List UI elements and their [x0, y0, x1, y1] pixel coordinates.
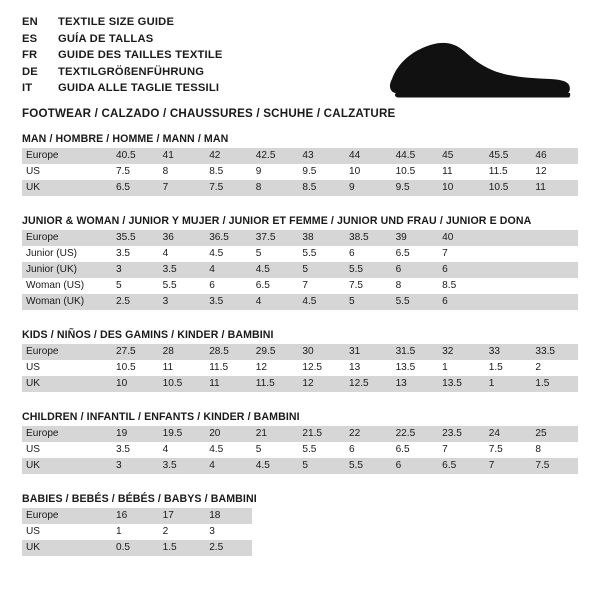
size-cell-empty: [438, 508, 485, 524]
row-label: US: [26, 444, 41, 455]
size-cell: 1: [485, 376, 532, 392]
document-header: [22, 16, 578, 120]
size-cell: 2: [535, 362, 541, 373]
size-cell: 29.5: [252, 344, 299, 360]
size-cell: 3: [112, 262, 159, 278]
size-cell: 13.5: [395, 362, 416, 373]
size-cell: 8: [395, 280, 402, 291]
size-cell: 5: [298, 262, 345, 278]
size-cell: 21.5: [298, 426, 345, 442]
size-cell: 39: [392, 230, 439, 246]
size-cell: 8: [535, 444, 541, 455]
row-label: Europe: [22, 426, 112, 442]
size-cell-empty: [485, 524, 532, 540]
size-cell: 19.5: [159, 426, 206, 442]
language-row: [22, 49, 223, 66]
size-cell: 6: [438, 294, 485, 310]
size-cell-empty: [298, 524, 345, 540]
row-label: Europe: [22, 230, 112, 246]
size-cell-empty: [345, 524, 392, 540]
table-row: [22, 458, 578, 474]
size-cell: 9: [255, 166, 262, 177]
table-row: [22, 294, 578, 310]
size-cell: 8: [162, 166, 169, 177]
size-cell: 9.5: [392, 180, 439, 196]
row-label: Woman (UK): [22, 294, 112, 310]
size-cell: 7.5: [488, 444, 503, 455]
size-cell: 17: [159, 508, 206, 524]
size-cell-empty: [252, 540, 299, 556]
size-cell: 2: [162, 526, 169, 537]
table-row: [22, 360, 578, 376]
size-cell: 10: [348, 166, 361, 177]
size-cell-empty: [531, 524, 578, 540]
size-cell: 33.5: [531, 344, 578, 360]
size-cell: 13.5: [438, 376, 485, 392]
row-label: US: [26, 526, 41, 537]
language-code: IT: [22, 82, 33, 94]
size-cell: 1.5: [488, 362, 503, 373]
size-cell: [485, 262, 532, 278]
size-cell: 11: [531, 180, 578, 196]
size-cell: [531, 230, 578, 246]
language-code: FR: [22, 49, 38, 61]
size-cell: 30: [298, 344, 345, 360]
size-table-man: [22, 148, 578, 196]
size-cell-empty: [438, 524, 485, 540]
language-title: TEXTILGRÖßENFÜHRUNG: [58, 65, 205, 78]
size-cell: 7: [485, 458, 532, 474]
size-cell: 2.5: [205, 540, 252, 556]
block-title: JUNIOR & WOMAN / JUNIOR Y MUJER / JUNIOR ET FEMME / JUNIOR UND FRAU / JUNIOR E DONA: [22, 215, 532, 227]
size-cell: 4.5: [252, 262, 299, 278]
size-cell: 4.5: [209, 248, 224, 259]
size-cell: [531, 278, 578, 294]
size-block-children: [22, 411, 578, 474]
size-cell: 27.5: [112, 344, 159, 360]
size-cell: 22: [345, 426, 392, 442]
row-label: UK: [22, 458, 112, 474]
size-cell-empty: [345, 540, 392, 556]
size-cell: 42.5: [252, 148, 299, 164]
size-cell: 33: [485, 344, 532, 360]
size-cell: 5: [116, 280, 122, 291]
size-cell: 7: [302, 280, 308, 291]
size-cell: 31.5: [392, 344, 439, 360]
size-cell: 5: [298, 458, 345, 474]
size-cell: 44: [345, 148, 392, 164]
size-cell: 10.5: [116, 362, 136, 373]
size-cell: 24: [485, 426, 532, 442]
size-cell: 42: [205, 148, 252, 164]
table-row: [22, 262, 578, 278]
language-row: [22, 16, 223, 33]
size-cell: 8.5: [298, 180, 345, 196]
size-cell: 9.5: [302, 166, 317, 177]
size-cell: 4: [205, 458, 252, 474]
size-table-babies: [22, 508, 578, 556]
row-label: US: [26, 362, 41, 373]
size-cell: 4: [162, 248, 169, 259]
row-label: Europe: [22, 344, 112, 360]
size-cell: 10.5: [395, 166, 416, 177]
size-cell: 31: [345, 344, 392, 360]
table-row: [22, 540, 578, 556]
block-title: BABIES / BEBÉS / BÉBÉS / BABYS / BAMBINI: [22, 493, 257, 505]
size-cell: 36.5: [205, 230, 252, 246]
size-cell: 11: [162, 362, 174, 373]
size-cell: 11: [442, 166, 453, 177]
size-cell: 7.5: [205, 180, 252, 196]
size-cell: 16: [112, 508, 159, 524]
size-cell: 18: [205, 508, 252, 524]
size-cell: 32: [438, 344, 485, 360]
size-cell: 13: [348, 362, 361, 373]
size-cell: 3.5: [159, 458, 206, 474]
size-cell: 38: [298, 230, 345, 246]
size-cell: 6: [348, 444, 355, 455]
size-table-children: [22, 426, 578, 474]
size-cell: 28.5: [205, 344, 252, 360]
size-cell: 6: [348, 248, 355, 259]
size-cell: 36: [159, 230, 206, 246]
row-label: Europe: [22, 508, 112, 524]
size-cell: 10: [112, 376, 159, 392]
language-row: [22, 33, 223, 50]
size-cell: 7: [442, 248, 448, 259]
language-title: GUIDE DES TAILLES TEXTILE: [58, 49, 223, 61]
table-row: [22, 180, 578, 196]
size-cell: 11.5: [252, 376, 299, 392]
size-cell: 4.5: [209, 444, 224, 455]
size-cell: 5.5: [345, 458, 392, 474]
size-cell: 41: [159, 148, 206, 164]
size-cell: 23.5: [438, 426, 485, 442]
size-cell: 45.5: [485, 148, 532, 164]
size-cell: 12: [535, 166, 547, 177]
table-row: [22, 508, 578, 524]
size-cell: 2.5: [112, 294, 159, 310]
size-cell: 4.5: [298, 294, 345, 310]
size-cell: 46: [531, 148, 578, 164]
size-cell-empty: [531, 508, 578, 524]
size-cell: 5: [255, 444, 262, 455]
size-cell: 3.5: [116, 444, 131, 455]
language-code: ES: [22, 32, 38, 45]
table-row: [22, 442, 578, 458]
size-cell: 12: [255, 362, 268, 373]
size-cell: 21: [252, 426, 299, 442]
language-title: GUÍA DE TALLAS: [58, 32, 154, 45]
table-row: [22, 148, 578, 164]
row-label: UK: [22, 540, 112, 556]
row-label: Europe: [22, 148, 112, 164]
size-cell: 40.5: [112, 148, 159, 164]
table-row: [22, 426, 578, 442]
size-cell-empty: [392, 540, 439, 556]
size-cell: 43: [298, 148, 345, 164]
size-cell: 7.5: [348, 280, 364, 291]
size-cell: 7: [442, 444, 448, 455]
dress-shoe-icon: [384, 32, 574, 104]
size-cell: 3: [209, 526, 215, 537]
size-cell: 6.5: [112, 180, 159, 196]
size-cell: 4: [205, 262, 252, 278]
size-block-man: [22, 133, 578, 196]
size-cell-empty: [485, 508, 532, 524]
language-code: EN: [22, 16, 38, 28]
size-cell: 5: [255, 248, 262, 259]
size-cell: 4.5: [252, 458, 299, 474]
size-cell: 11.5: [488, 166, 508, 177]
size-cell: 5: [345, 294, 392, 310]
language-title-body: [22, 16, 223, 99]
size-cell: 8: [252, 180, 299, 196]
block-title: CHILDREN / INFANTIL / ENFANTS / KINDER / BAMBINI: [22, 411, 300, 423]
size-cell-empty: [252, 524, 299, 540]
size-cell: 6: [392, 262, 439, 278]
row-label: US: [26, 166, 41, 177]
size-cell: 28: [159, 344, 206, 360]
size-cell-empty: [438, 540, 485, 556]
size-cell: 37.5: [252, 230, 299, 246]
block-title: KIDS / NIÑOS / DES GAMINS / KINDER / BAMBINI: [22, 329, 274, 341]
table-row: [22, 246, 578, 262]
row-label: Woman (US): [26, 280, 85, 291]
size-block-babies: [22, 493, 578, 556]
language-row: [22, 66, 223, 83]
size-cell: 44.5: [392, 148, 439, 164]
language-title: GUIDA ALLE TAGLIE TESSILI: [58, 82, 220, 94]
size-cell: 3.5: [159, 262, 206, 278]
size-cell: 6: [438, 262, 485, 278]
size-cell-empty: [392, 524, 439, 540]
row-label: Junior (US): [26, 248, 78, 259]
size-cell: 5.5: [392, 294, 439, 310]
size-cell: 0.5: [112, 540, 159, 556]
size-cell: 8.5: [209, 166, 224, 177]
size-cell: 35.5: [112, 230, 159, 246]
size-cell: 5.5: [345, 262, 392, 278]
size-cell: [531, 262, 578, 278]
size-cell: [485, 294, 532, 310]
size-cell: 12: [298, 376, 345, 392]
footwear-section-heading: FOOTWEAR / CALZADO / CHAUSSURES / SCHUHE / CALZATURE: [22, 106, 396, 120]
size-cell: [485, 278, 532, 294]
size-cell: 4: [252, 294, 299, 310]
size-cell: 7.5: [116, 166, 131, 177]
size-cell: 7: [159, 180, 206, 196]
row-label: UK: [22, 376, 112, 392]
size-cell: 7.5: [531, 458, 578, 474]
size-cell: 6.5: [438, 458, 485, 474]
size-cell: 6: [392, 458, 439, 474]
size-cell-empty: [392, 508, 439, 524]
size-cell: 5.5: [302, 248, 317, 259]
size-cell: 3.5: [116, 248, 131, 259]
size-cell: 40: [438, 230, 485, 246]
language-code: DE: [22, 65, 38, 78]
size-cell: 11: [205, 376, 252, 392]
size-cell: 10.5: [485, 180, 532, 196]
size-cell: 19: [112, 426, 159, 442]
size-cell: 3.5: [205, 294, 252, 310]
language-row: [22, 82, 223, 99]
table-row: [22, 164, 578, 180]
size-cell: 12.5: [345, 376, 392, 392]
size-cell: 6: [209, 280, 215, 291]
size-cell-empty: [298, 540, 345, 556]
table-row: [22, 376, 578, 392]
size-cell: 10.5: [159, 376, 206, 392]
size-cell: 3: [159, 294, 206, 310]
size-cell: 1.5: [159, 540, 206, 556]
size-cell: 5.5: [302, 444, 317, 455]
size-cell-empty: [345, 508, 392, 524]
size-cell: 38.5: [345, 230, 392, 246]
size-cell-empty: [485, 540, 532, 556]
size-cell: 1: [442, 362, 448, 373]
size-cell: 22.5: [392, 426, 439, 442]
size-block-kids: [22, 329, 578, 392]
table-row: [22, 278, 578, 294]
size-cell-empty: [252, 508, 299, 524]
size-cell-empty: [298, 508, 345, 524]
size-cell: [485, 230, 532, 246]
size-cell: 1: [116, 526, 122, 537]
row-label: Junior (UK): [22, 262, 112, 278]
size-block-junior-woman: [22, 215, 578, 310]
size-cell: 4: [162, 444, 169, 455]
block-title: MAN / HOMBRE / HOMME / MANN / MAN: [22, 133, 229, 145]
size-cell: 13: [392, 376, 439, 392]
size-cell: 25: [531, 426, 578, 442]
size-cell: 6.5: [255, 280, 270, 291]
size-table-kids: [22, 344, 578, 392]
size-cell: 11.5: [209, 362, 229, 373]
table-row: [22, 230, 578, 246]
size-cell: 8.5: [442, 280, 457, 291]
table-row: [22, 344, 578, 360]
size-cell: 9: [345, 180, 392, 196]
size-cell-empty: [531, 540, 578, 556]
size-cell: [531, 246, 578, 262]
size-cell: [531, 294, 578, 310]
size-cell: 6.5: [395, 444, 410, 455]
size-cell: 10: [438, 180, 485, 196]
language-title-list: [22, 16, 223, 99]
size-cell: 20: [205, 426, 252, 442]
language-title: TEXTILE SIZE GUIDE: [58, 16, 175, 28]
size-cell: 1.5: [531, 376, 578, 392]
row-label: UK: [22, 180, 112, 196]
size-table-junior-woman: [22, 230, 578, 310]
size-cell: 3: [112, 458, 159, 474]
size-cell: 12.5: [302, 362, 323, 373]
size-cell: [485, 246, 532, 262]
table-row: [22, 524, 578, 540]
size-cell: 45: [438, 148, 485, 164]
size-cell: 6.5: [395, 248, 410, 259]
size-cell: 5.5: [162, 280, 177, 291]
